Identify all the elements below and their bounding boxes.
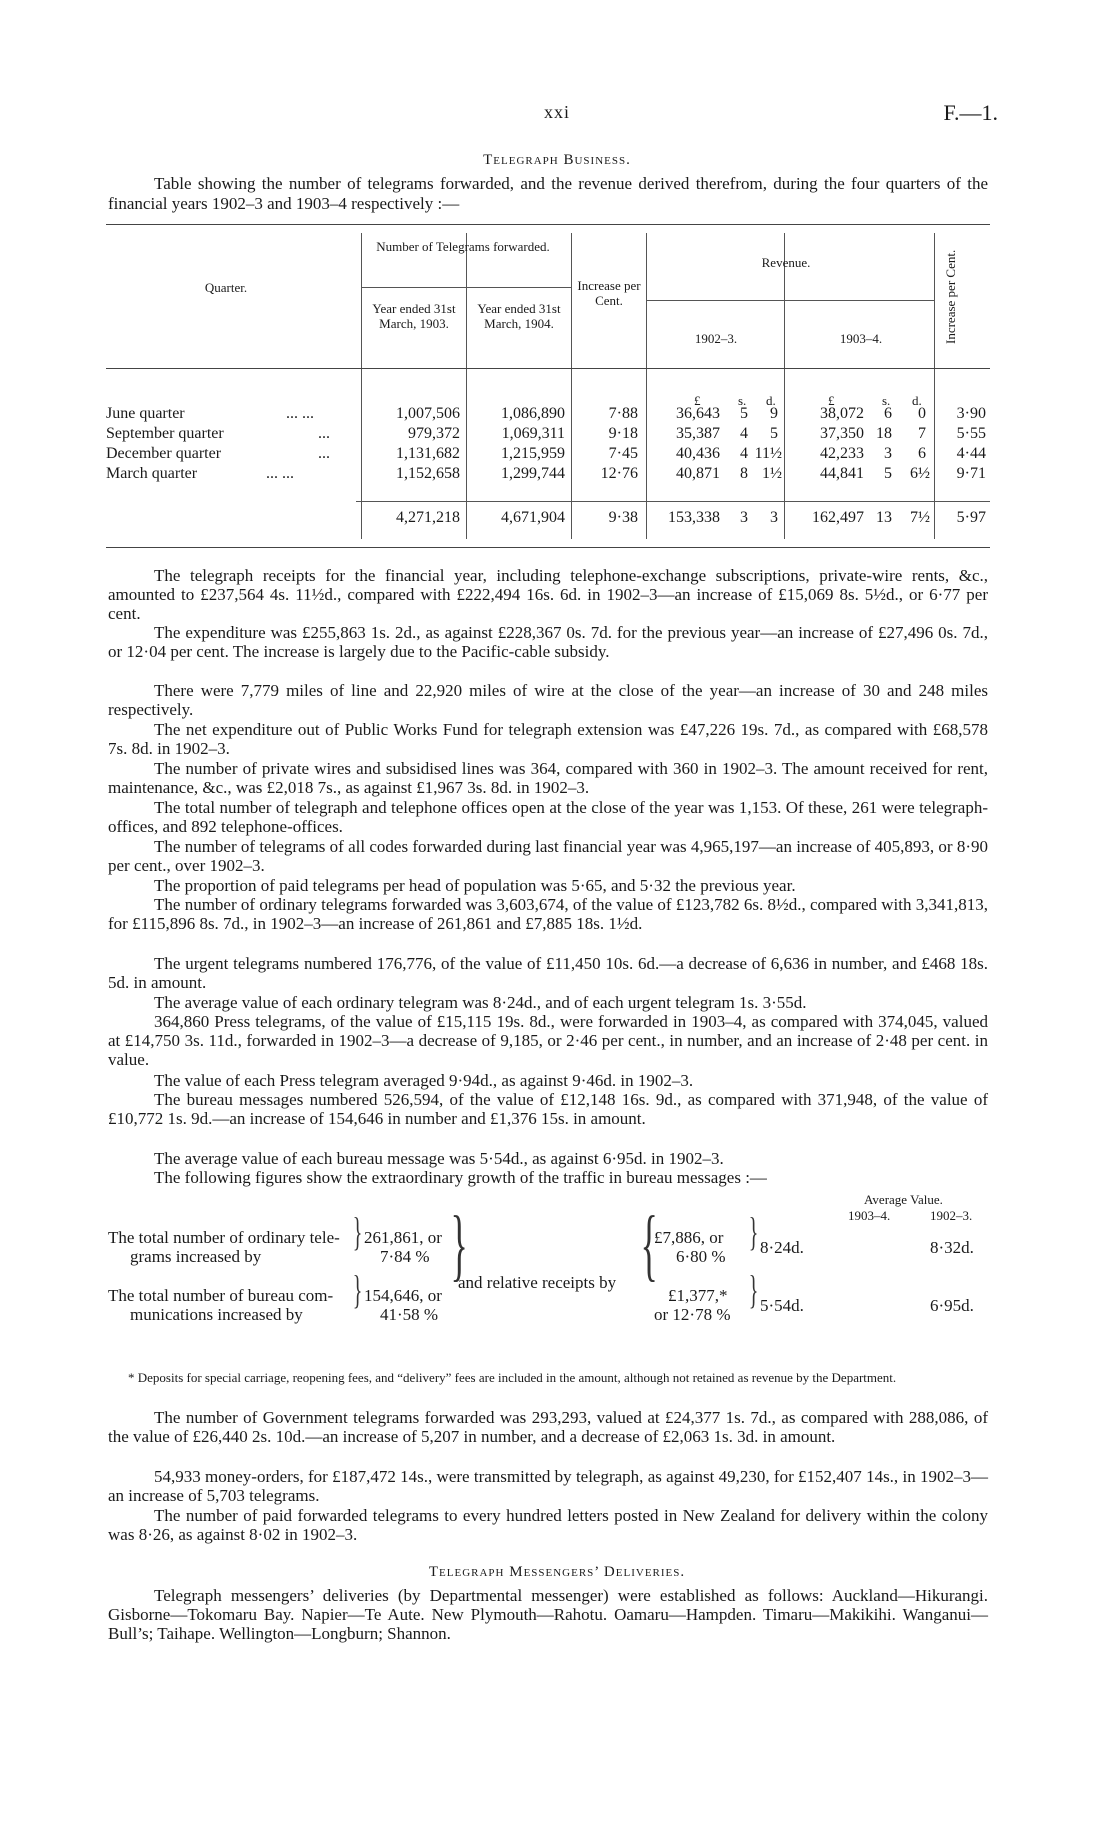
row-rev2-pence: 7 <box>918 425 926 442</box>
header-increase: Increase per Cent. <box>577 278 641 308</box>
total-rev1-pence: 3 <box>770 509 778 526</box>
total-y1903: 4,271,218 <box>396 509 460 526</box>
section-title-telegraph: Telegraph Business. <box>483 152 631 168</box>
paragraph: The urgent telegrams numbered 176,776, of the value of £11,450 10s. 6d.—a decrease of 6,636 in number, and £468 18s. 5d. in amount. <box>108 954 988 992</box>
paragraph: There were 7,779 miles of line and 22,920 miles of wire at the close of the year—an increase of 30 and 248 miles respectively. <box>108 681 988 719</box>
row1-label-b: grams increased by <box>130 1247 262 1266</box>
paragraph: The bureau messages numbered 526,594, of the value of £12,148 16s. 9d., as compared with 371,948, of the value of £10,772 1s. 9d.—an increase of 154,646 in number and £1,376 15s. in amount. <box>108 1090 988 1128</box>
paragraph: The average value of each ordinary telegram was 8·24d., and of each urgent telegram 1s. 3·55d. <box>154 993 807 1012</box>
paragraph: The following figures show the extraordinary growth of the traffic in bureau messages :— <box>154 1168 767 1187</box>
paragraph: The value of each Press telegram averaged 9·94d., as against 9·46d. in 1902–3. <box>154 1071 694 1090</box>
row2-label-b: munications increased by <box>130 1305 303 1324</box>
row-rev2-shillings: 6 <box>884 405 892 422</box>
row-increase: 7·88 <box>608 405 638 422</box>
header-revenue-1902-3: 1902–3. <box>694 331 738 346</box>
row-increase2: 4·44 <box>956 445 986 462</box>
header-quarter: Quarter. <box>204 280 248 295</box>
row-y1904: 1,086,890 <box>501 405 565 422</box>
row1-value-b: 7·84 % <box>380 1247 430 1266</box>
receipt1-a: £7,886, or <box>654 1228 724 1247</box>
header-revenue-1903-4: 1903–4. <box>839 331 883 346</box>
avg-value-heading: Average Value. <box>864 1192 943 1207</box>
unit-pence: d. <box>766 393 776 408</box>
row-rev1-pounds: 36,643 <box>676 405 720 422</box>
row1-label-a: The total number of ordinary tele- <box>108 1228 340 1247</box>
paragraph: The number of paid forwarded telegrams to every hundred letters posted in New Zealand for delivery within the colony was 8·26, as against 8·02 in 1902–3. <box>108 1506 988 1544</box>
unit-pound: £ <box>828 393 835 408</box>
avg2-1902-3: 6·95d. <box>930 1296 974 1315</box>
row-increase2: 5·55 <box>956 425 986 442</box>
row-rev2-pence: 6½ <box>910 465 930 482</box>
header-year-1903: Year ended 31st March, 1903. <box>372 301 456 331</box>
table-row <box>106 405 990 425</box>
unit-pound: £ <box>694 393 701 408</box>
bureau-comparison: Average Value. 1903–4. 1902–3. The total number of ordinary tele- grams increased by } 261,861, or 7·84 % The total number of bureau com- munications increased by } 154,646, or 41·58 % } and relative receipts by { £7,886, or 6·80 % } 8·24d. 8·32d. £1,377,* or 12·78 % } 5·54d. 6·95d. <box>108 1192 974 1324</box>
unit-shillings: s. <box>738 393 747 408</box>
row-y1903: 1,152,658 <box>396 465 460 482</box>
paragraph: The number of ordinary telegrams forwarded was 3,603,674, of the value of £123,782 6s. 8½d., compared with 3,341,813, for £115,896 8s. 7d., in 1902–3—an increase of 261,861 and £7,885 18s. 1½d. <box>108 895 988 933</box>
paragraph: The total number of telegraph and telephone offices open at the close of the year was 1,153. Of these, 261 were telegraph-offices, and 892 telephone-offices. <box>108 798 988 836</box>
row-rev2-pence: 0 <box>918 405 926 422</box>
row-quarter: September quarter <box>106 425 224 442</box>
row-y1903: 1,131,682 <box>396 445 460 462</box>
messengers-paragraph: Telegraph messengers’ deliveries (by Departmental messenger) were established as follows: Auckland—Hikurangi. Gisborne—Tokomaru Bay. Napier—Te Aute. New Plymouth—Rahotu. Oamaru—Hampden. Timaru—Makikihi. Wanganui—Bull’s; Taihape. Wellington—Longburn; Shannon. <box>108 1586 988 1643</box>
receipt1-b: 6·80 % <box>676 1247 726 1266</box>
row-dots: ... ... <box>266 465 294 482</box>
row-rev1-shillings: 8 <box>740 465 748 482</box>
row-dots: ... ... <box>286 405 314 422</box>
paragraph: 54,933 money-orders, for £187,472 14s., were transmitted by telegraph, as against 49,230, for £152,407 14s., in 1902–3—an increase of 5,703 telegrams. <box>108 1467 988 1505</box>
row-rev1-shillings: 4 <box>740 425 748 442</box>
row-rev2-pounds: 38,072 <box>820 405 864 422</box>
total-increase: 9·38 <box>608 509 638 526</box>
row2-value-b: 41·58 % <box>380 1305 439 1324</box>
avg-col-1903-4: 1903–4. <box>848 1208 891 1223</box>
row-y1904: 1,215,959 <box>501 445 565 462</box>
unit-shillings: s. <box>882 393 891 408</box>
receipt2-b: or 12·78 % <box>654 1305 731 1324</box>
table-row <box>106 445 990 465</box>
row-rev2-shillings: 3 <box>884 445 892 462</box>
total-rev2-shillings: 13 <box>876 509 892 526</box>
row-rev2-shillings: 18 <box>876 425 892 442</box>
table-row <box>106 465 990 485</box>
total-rev1-shillings: 3 <box>740 509 748 526</box>
header-number-group: Number of Telegrams forwarded. <box>376 239 550 254</box>
row-y1904: 1,299,744 <box>501 465 565 482</box>
avg2-1903-4: 5·54d. <box>760 1296 804 1315</box>
row-y1904: 1,069,311 <box>501 425 565 442</box>
row2-label-a: The total number of bureau com- <box>108 1286 334 1305</box>
row-quarter: March quarter <box>106 465 198 482</box>
document-reference: F.—1. <box>943 100 998 125</box>
row-quarter: June quarter <box>106 405 185 422</box>
row-rev1-pounds: 35,387 <box>676 425 720 442</box>
header-increase-revenue: Increase per Cent. <box>943 249 958 345</box>
row1-value-a: 261,861, or <box>364 1228 442 1247</box>
paragraph: 364,860 Press telegrams, of the value of £15,115 19s. 8d., were forwarded in 1903–4, as compared with 374,045, valued at £14,750 3s. 11d., forwarded in 1902–3—a decrease of 9,185, or 2·46 per cent., in number, and an increase of 2·48 per cent. in value. <box>108 1012 988 1069</box>
receipts-label: and relative receipts by <box>458 1273 617 1292</box>
total-y1904: 4,671,904 <box>501 509 565 526</box>
row-dots: ... <box>318 425 330 442</box>
total-increase2: 5·97 <box>956 509 986 526</box>
row-y1903: 979,372 <box>408 425 460 442</box>
paragraph: The proportion of paid telegrams per head of population was 5·65, and 5·32 the previous year. <box>154 876 796 895</box>
row-rev2-pounds: 37,350 <box>820 425 864 442</box>
table-total-row <box>106 509 990 529</box>
header-revenue: Revenue. <box>761 255 811 270</box>
row-rev2-pounds: 44,841 <box>820 465 864 482</box>
row-dots: ... <box>318 445 330 462</box>
page-number: xxi <box>543 102 570 122</box>
total-rev1-pounds: 153,338 <box>668 509 720 526</box>
footnote: * Deposits for special carriage, reopening fees, and “delivery” fees are included in the amount, although not retained as revenue by the Department. <box>128 1370 897 1385</box>
table-row <box>106 425 990 445</box>
row-rev1-pence: 5 <box>770 425 778 442</box>
row-rev1-pence: 9 <box>770 405 778 422</box>
row2-value-a: 154,646, or <box>364 1286 442 1305</box>
row-increase: 9·18 <box>608 425 638 442</box>
row-rev2-pence: 6 <box>918 445 926 462</box>
row-increase2: 9·71 <box>956 465 986 482</box>
row-rev2-pounds: 42,233 <box>820 445 864 462</box>
row-increase2: 3·90 <box>956 405 986 422</box>
total-rev2-pence: 7½ <box>910 509 930 526</box>
avg1-1902-3: 8·32d. <box>930 1238 974 1257</box>
row-rev1-shillings: 4 <box>740 445 748 462</box>
row-quarter: December quarter <box>106 445 222 462</box>
paragraph: The average value of each bureau message was 5·54d., as against 6·95d. in 1902–3. <box>154 1149 724 1168</box>
receipt2-a: £1,377,* <box>668 1286 728 1305</box>
row-rev2-shillings: 5 <box>884 465 892 482</box>
row-rev1-shillings: 5 <box>740 405 748 422</box>
paragraph: The telegraph receipts for the financial year, including telephone-exchange subscriptions, private-wire rents, &c., amounted to £237,564 4s. 11½d., compared with £222,494 16s. 6d. in 1902–3—an increase of £15,069 8s. 5½d., or 6·77 per cent. <box>108 566 988 623</box>
paragraph: The expenditure was £255,863 1s. 2d., as against £228,367 0s. 7d. for the previous year—an increase of £27,496 0s. 7d., or 12·04 per cent. The increase is largely due to the Pacific-cable subsidy. <box>108 623 988 661</box>
row-rev1-pence: 1½ <box>762 465 782 482</box>
paragraph: The net expenditure out of Public Works Fund for telegraph extension was £47,226 19s. 7d., as compared with £68,578 7s. 8d. in 1902–3. <box>108 720 988 758</box>
table-intro: Table showing the number of telegrams forwarded, and the revenue derived therefrom, during the four quarters of the financial years 1902–3 and 1903–4 respectively :— <box>108 174 988 213</box>
paragraph: The number of Government telegrams forwarded was 293,293, valued at £24,377 1s. 7d., as compared with 288,086, of the value of £26,440 2s. 10d.—an increase of 5,207 in number, and a decrease of £2,063 1s. 3d. in amount. <box>108 1408 988 1446</box>
row-rev1-pence: 11½ <box>754 445 782 462</box>
avg-col-1902-3: 1902–3. <box>930 1208 973 1223</box>
row-increase: 12·76 <box>600 465 638 482</box>
row-y1903: 1,007,506 <box>396 405 460 422</box>
header-year-1904: Year ended 31st March, 1904. <box>477 301 561 331</box>
telegraph-table <box>106 224 990 548</box>
section-title-messengers: Telegraph Messengers’ Deliveries. <box>428 1564 686 1580</box>
row-rev1-pounds: 40,436 <box>676 445 720 462</box>
paragraph: The number of telegrams of all codes forwarded during last financial year was 4,965,197—an increase of 405,893, or 8·90 per cent., over 1902–3. <box>108 837 988 875</box>
row-rev1-pounds: 40,871 <box>676 465 720 482</box>
paragraph: The number of private wires and subsidised lines was 364, compared with 360 in 1902–3. The amount received for rent, maintenance, &c., was £2,018 7s., as against £1,967 3s. 8d. in 1902–3. <box>108 759 988 797</box>
total-rev2-pounds: 162,497 <box>812 509 864 526</box>
unit-pence: d. <box>912 393 922 408</box>
avg1-1903-4: 8·24d. <box>760 1238 804 1257</box>
row-increase: 7·45 <box>608 445 638 462</box>
